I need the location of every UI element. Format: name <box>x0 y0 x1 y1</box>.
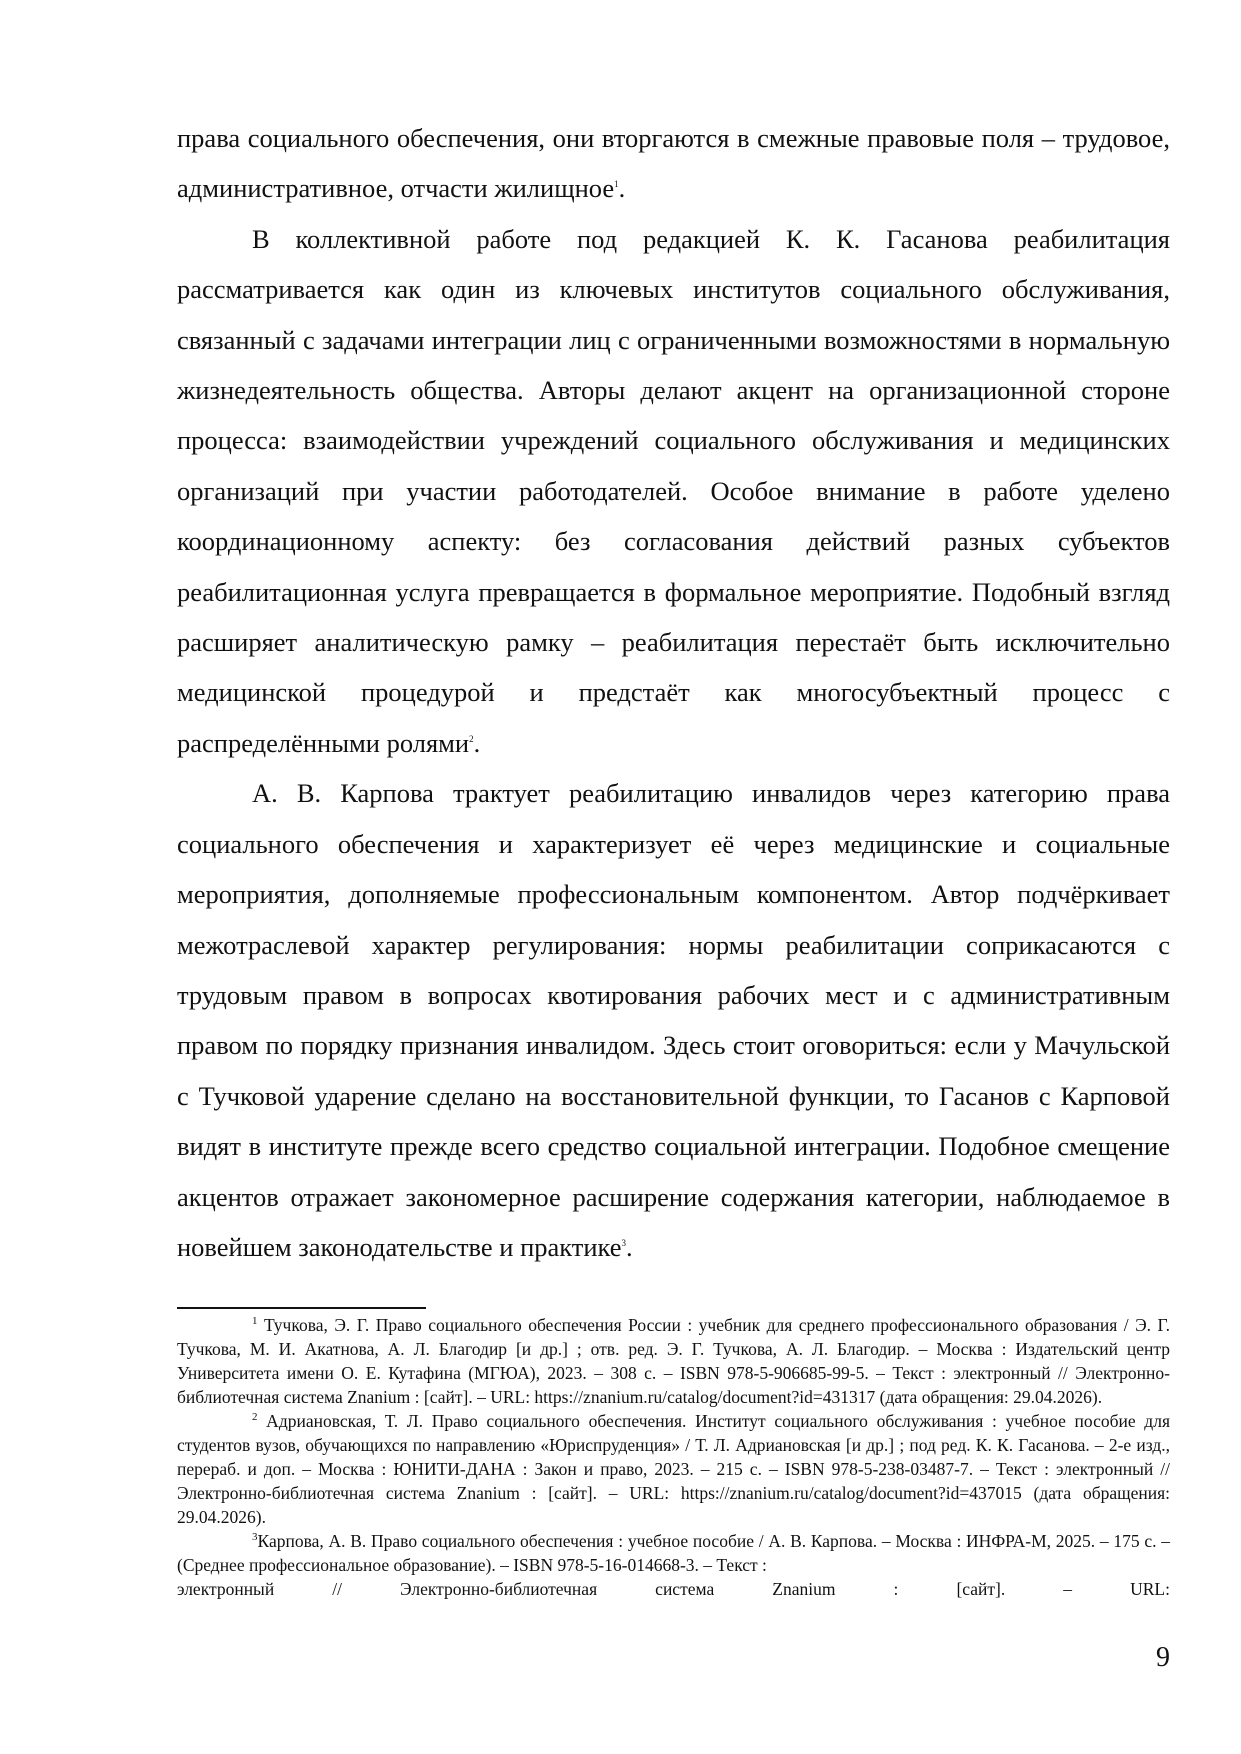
footnote-ref-3[interactable]: 3 <box>621 1238 627 1249</box>
footnote-3 <box>177 1529 1170 1601</box>
paragraph-3 <box>177 768 1170 1272</box>
footnote-ref-2[interactable]: 2 <box>469 734 474 745</box>
footnote-2-number: 2 <box>252 1411 258 1424</box>
paragraph-1-text: права социального обеспечения, они вторгаются в смежные правовые поля – трудовое, административное, отчасти жилищное <box>177 123 1170 204</box>
paragraph-2-text: В коллективной работе под редакцией К. К. Гасанова реабилитация рассматривается как один из ключевых институтов социального обслуживания, связанный с задачами интеграции лиц с ограниченными возможностями в нормальную жизнедеятельность общества. Авторы делают акцент на организационной стороне процесса: взаимодействии учреждений социального обслуживания и медицинских организаций при участии работодателей. Особое внимание в работе уделено координационному аспекту: без согласования действий разных субъектов реабилитационная услуга превращается в формальное мероприятие. Подобный взгляд расширяет аналитическую рамку – реабилитация перестаёт быть исключительно медицинской процедурой и предстаёт как многосубъектный процесс с распределёнными ролями <box>177 223 1170 758</box>
paragraph-3-text: А. В. Карпова трактует реабилитацию инвалидов через категорию права социального обеспечения и характеризует её через медицинские и социальные мероприятия, дополняемые профессиональным компонентом. Автор подчёркивает межотраслевой характер регулирования: нормы реабилитации соприкасаются с трудовым правом в вопросах квотирования рабочих мест и с административным правом по порядку признания инвалидом. Здесь стоит оговориться: если у Мачульской с Тучковой ударение сделано на восстановительной функции, то Гасанов с Карповой видят в институте прежде всего средство социальной интеграции. Подобное смещение акцентов отражает закономерное расширение содержания категории, наблюдаемое в новейшем законодательстве и практике <box>177 778 1170 1262</box>
paragraph-2 <box>177 214 1170 768</box>
footnote-1-number: 1 <box>252 1315 258 1328</box>
footnote-1 <box>177 1313 1170 1409</box>
footnote-separator <box>177 1307 426 1309</box>
paragraph-3-end: . <box>626 1231 633 1262</box>
paragraph-2-end: . <box>473 727 481 758</box>
footnotes <box>177 1313 1170 1601</box>
footnote-2-text: Адриановская, Т. Л. Право социального обеспечения. Институт социального обслуживания : учебное пособие для студентов вузов, обучающихся по направлению «Юриспруденция» / Т. Л. Адриановская [и др.] ; под ред. К. К. Гасанова. – 2-е изд., перераб. и доп. – Москва : ЮНИТИ-ДАНА : Закон и право, 2023. – 215 с. – ISBN 978-5-238-03487-7. – Текст : электронный // Электронно-библиотечная система Znanium : [сайт]. – URL: https://znanium.ru/catalog/document?id=437015 (дата обращения: 29.04.2026). <box>177 1411 1170 1527</box>
paragraph-1-end: . <box>618 173 626 204</box>
footnote-3-text: Карпова, А. В. Право социального обеспечения : учебное пособие / А. В. Карпова. – Москва : ИНФРА-М, 2025. – 175 с. – (Среднее профессиональное образование). – ISBN 978-5-16-014668-3. – Текст : <box>177 1531 1170 1575</box>
main-text <box>177 113 1170 1272</box>
footnote-3-tail: электронный // Электронно-библиотечная система Znanium : [сайт]. – URL: <box>177 1579 1170 1599</box>
footnote-1-text: Тучкова, Э. Г. Право социального обеспечения России : учебник для среднего профессионального образования / Э. Г. Тучкова, М. И. Акатнова, А. Л. Благодир [и др.] ; отв. ред. Э. Г. Тучкова, А. Л. Благодир. – Москва : Издательский центр Университета имени О. Е. Кутафина (МГЮА), 2023. – 308 с. – ISBN 978-5-906685-99-5. – Текст : электронный // Электронно-библиотечная система Znanium : [сайт]. – URL: https://znanium.ru/catalog/document?id=431317 (дата обращения: 29.04.2026). <box>177 1315 1170 1407</box>
paragraph-1 <box>177 113 1170 214</box>
page-number: 9 <box>1156 1642 1170 1673</box>
footnote-3-number: 3 <box>252 1531 258 1544</box>
footnote-ref-1[interactable]: 1 <box>614 179 619 190</box>
footnote-2 <box>177 1409 1170 1529</box>
